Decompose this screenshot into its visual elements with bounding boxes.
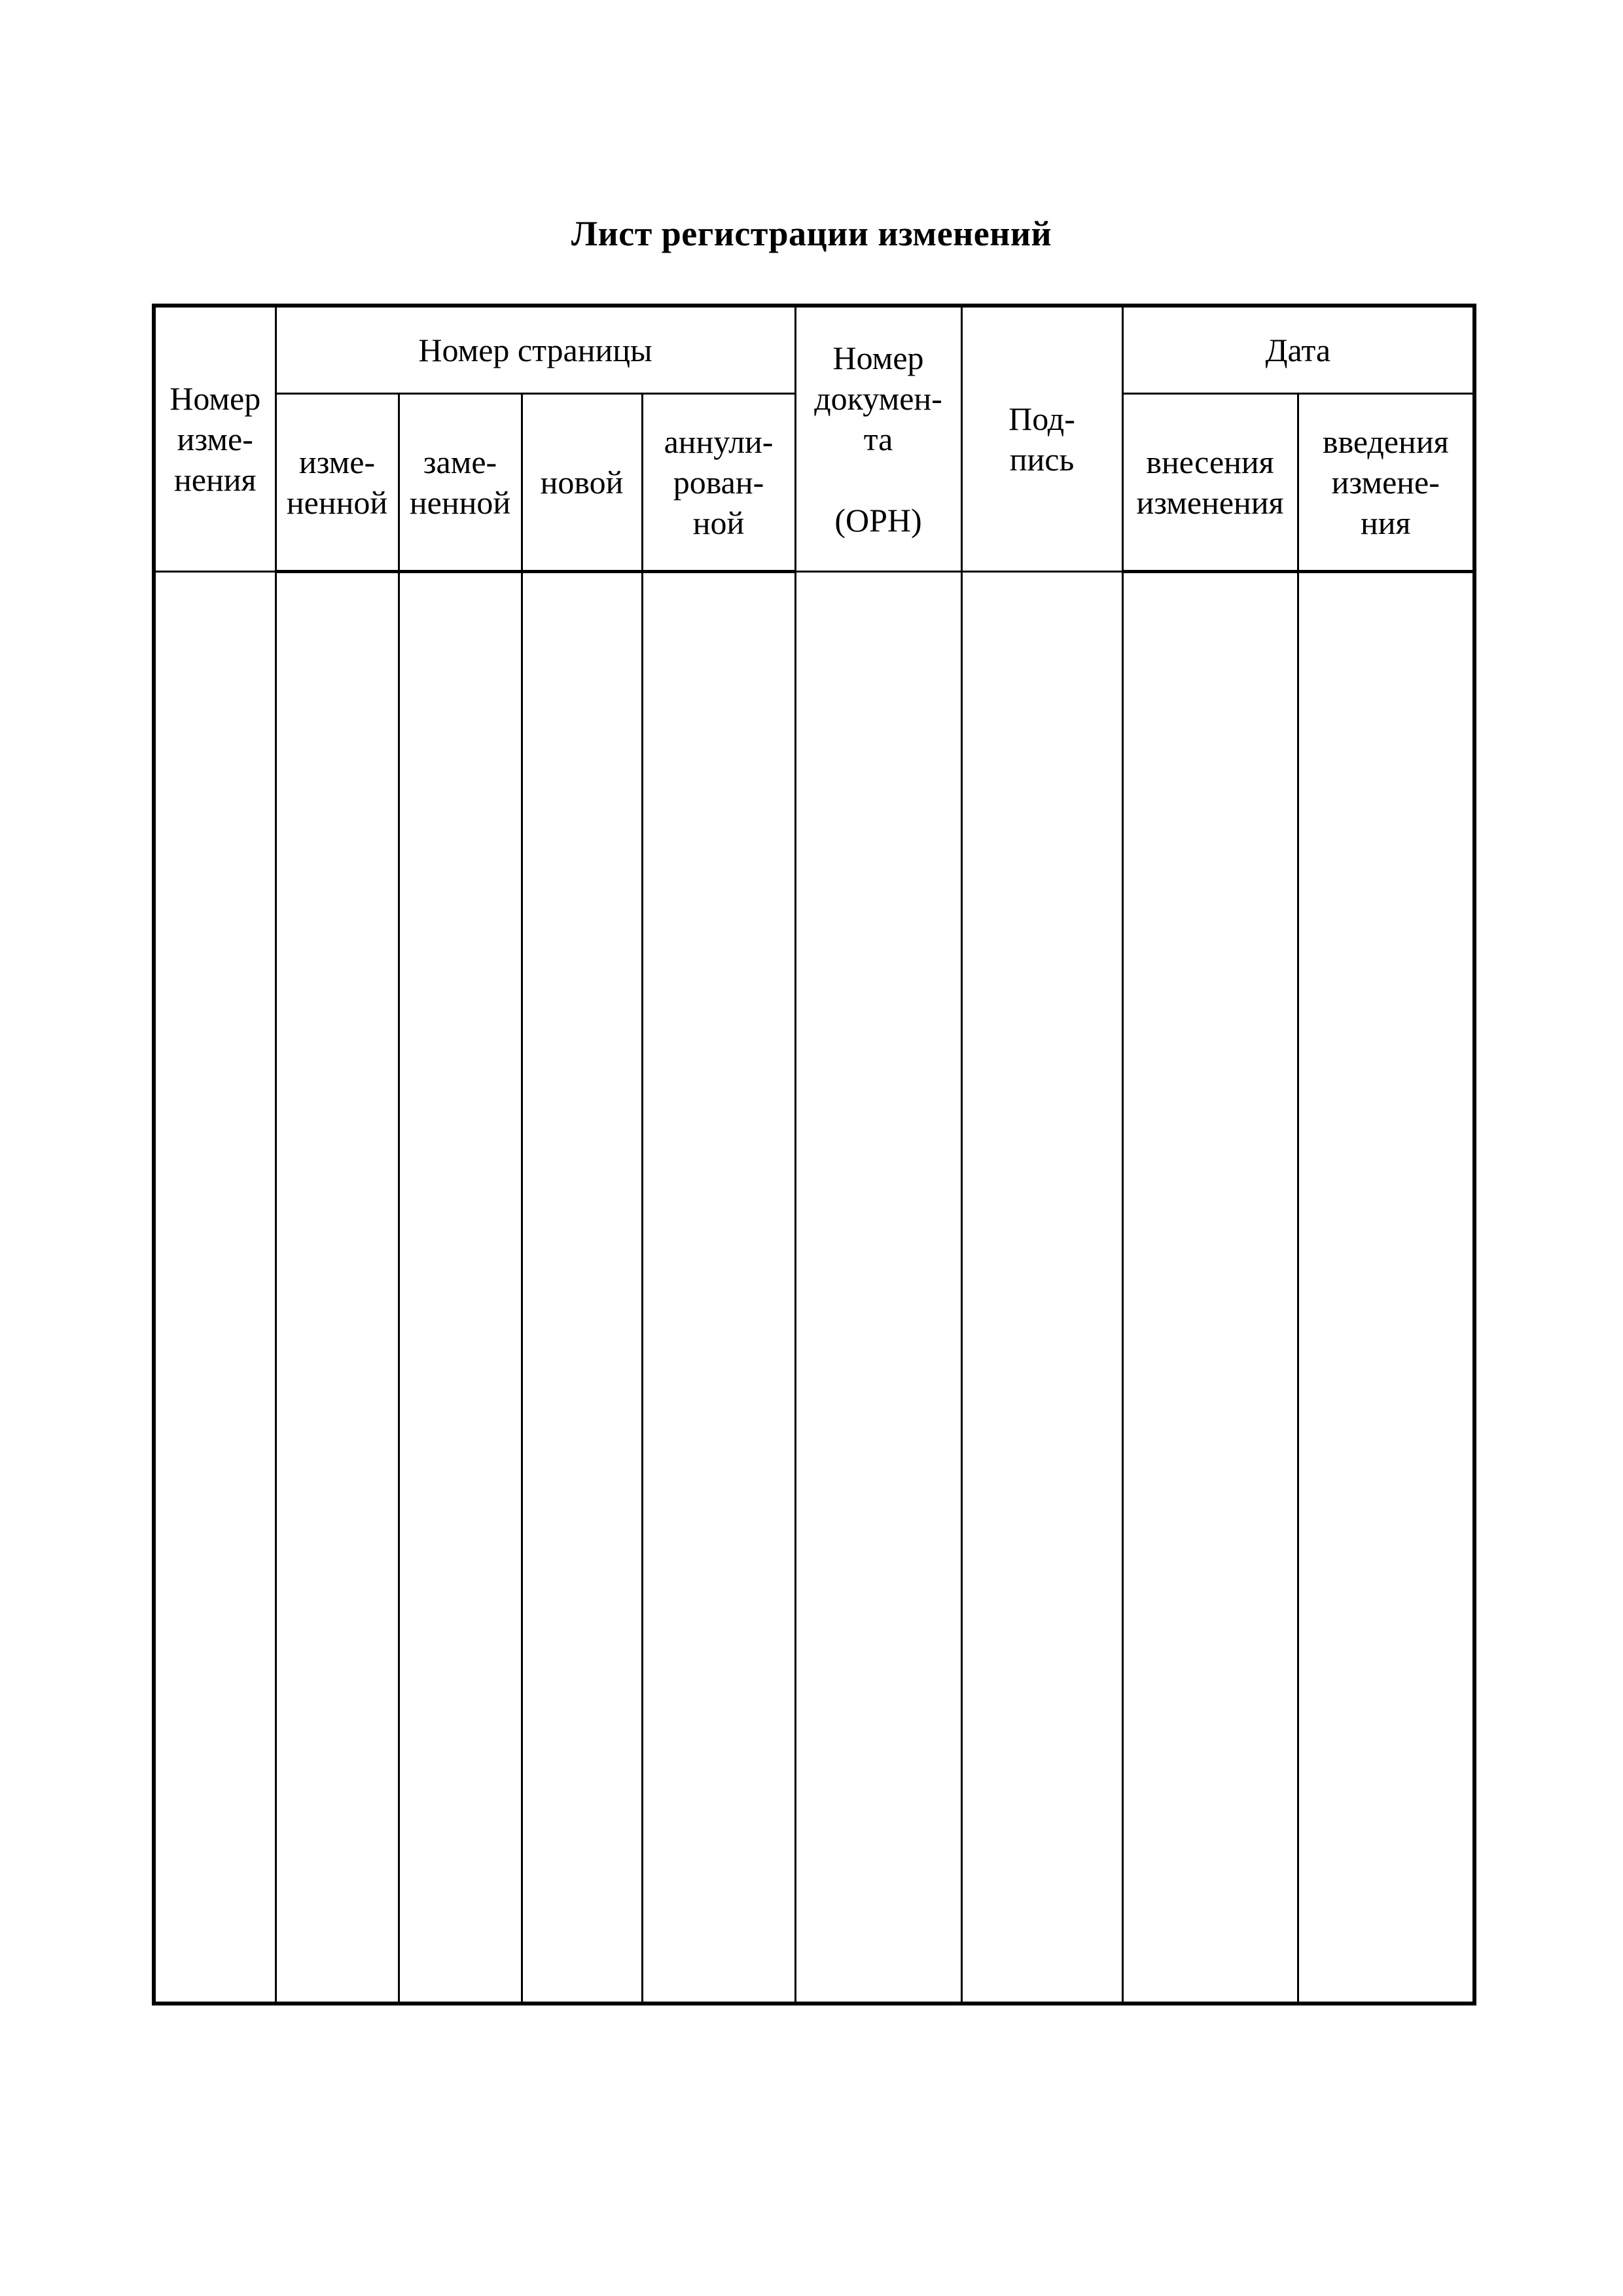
cell-date-introduced [1298, 572, 1474, 2004]
table-header-row [154, 306, 1474, 394]
cell-date-entered [1122, 572, 1298, 2004]
cell-page-cancelled [642, 572, 795, 2004]
cell-change-number [154, 572, 276, 2004]
header-date-introduced: введения измене- ния [1298, 394, 1474, 572]
header-document-number: Номер докумен- та (ОРН) [795, 306, 961, 572]
header-page-new: новой [522, 394, 642, 572]
change-register-table [152, 304, 1476, 2005]
cell-signature [961, 572, 1122, 2004]
cell-page-new [522, 572, 642, 2004]
cell-document-number [795, 572, 961, 2004]
header-change-number: Номер изме- нения [154, 306, 276, 572]
page-title: Лист регистрации изменений [571, 214, 1052, 253]
header-page-changed: изме- ненной [276, 394, 399, 572]
cell-page-changed [276, 572, 399, 2004]
header-page-cancelled: аннули- рован- ной [642, 394, 795, 572]
header-page-number-group: Номер страницы [276, 306, 795, 394]
header-signature: Под- пись [961, 306, 1122, 572]
header-date-entered: внесения изменения [1122, 394, 1298, 572]
cell-page-replaced [399, 572, 522, 2004]
header-date-group: Дата [1122, 306, 1474, 394]
table-row [154, 572, 1474, 2004]
header-page-replaced: заме- ненной [399, 394, 522, 572]
